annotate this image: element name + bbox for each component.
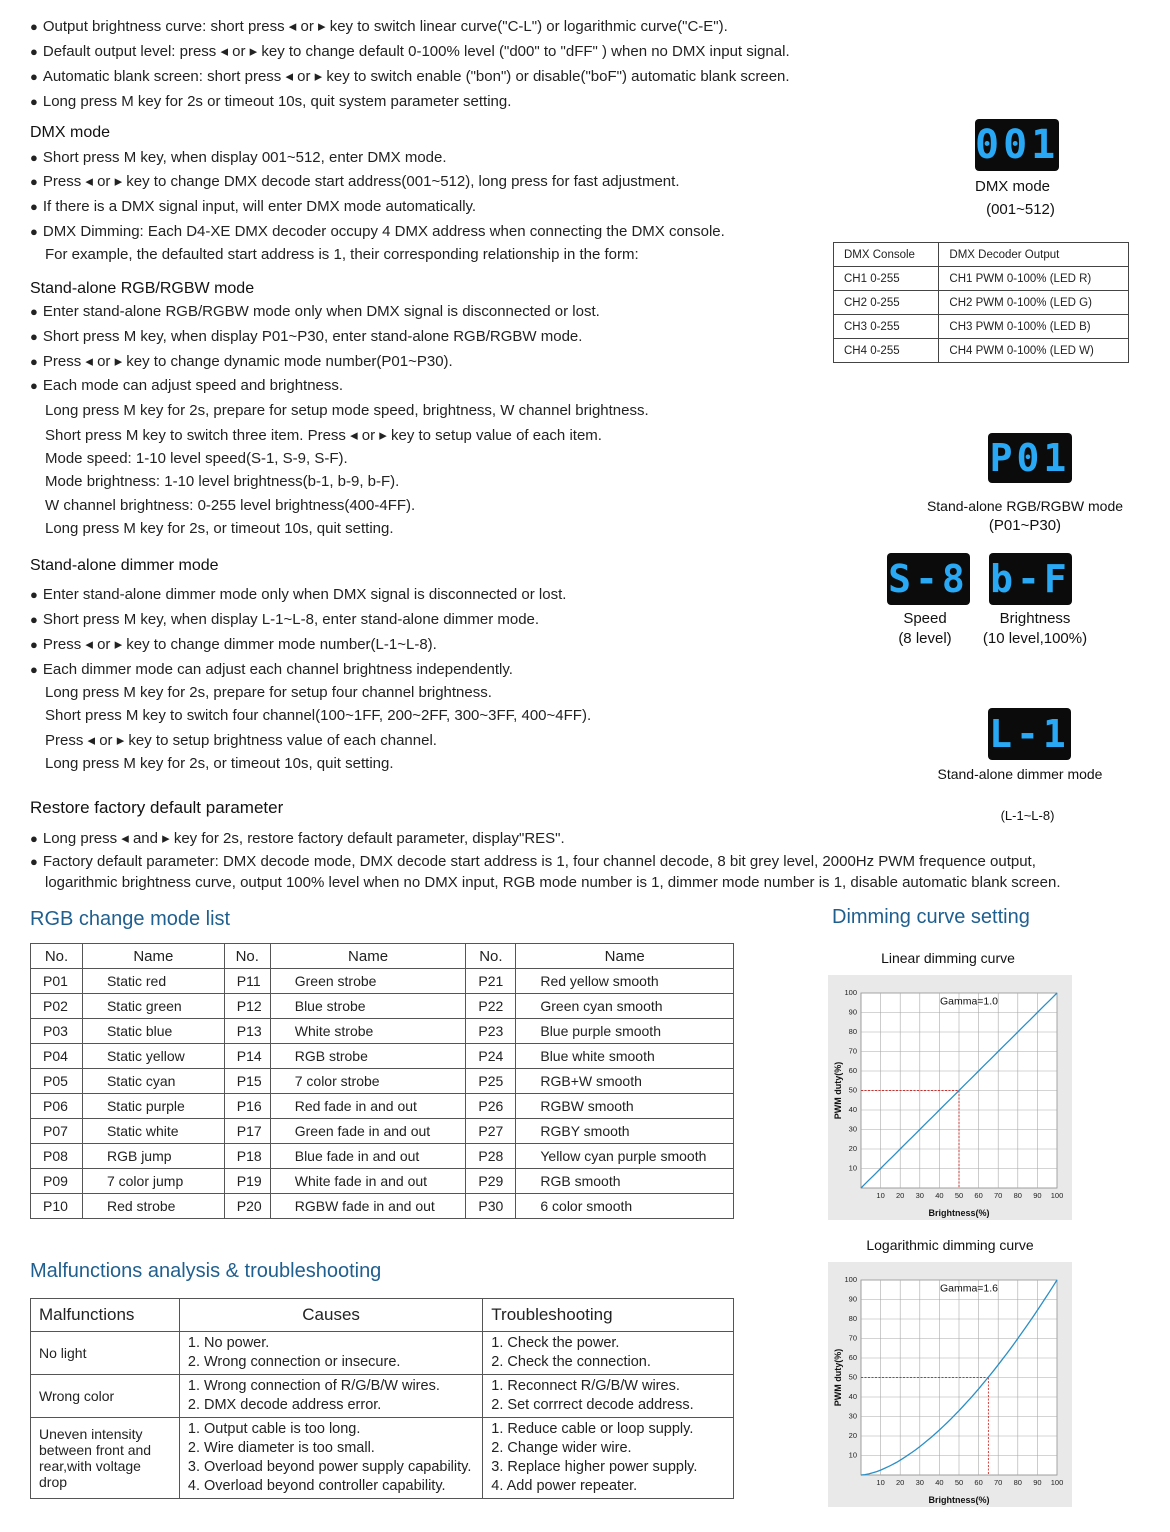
restore-line: ● Factory default parameter: DMX decode mode, DMX decode start address is 1, four channel decode, 8 bit grey level, 2000Hz PWM frequence output, (30, 852, 1036, 872)
mode-number-cell: P22 (466, 994, 516, 1019)
table-cell: CH4 PWM 0-100% (LED W) (939, 339, 1129, 363)
mode-number-cell: P13 (224, 1019, 270, 1044)
standalone-rgb-sub: Mode speed: 1-10 level speed(S-1, S-9, S-F). (45, 450, 348, 467)
malfunction-cell: Wrong color (31, 1375, 180, 1418)
table-header: Malfunctions (31, 1299, 180, 1332)
malfunction-cell: Uneven intensity between front and rear,with voltage drop (31, 1418, 180, 1499)
dmx-caption-range: (001~512) (986, 201, 1055, 218)
mode-number-cell: P08 (31, 1144, 83, 1169)
list-item: 2. Set corrrect decode address. (491, 1397, 694, 1413)
mode-name-cell: Static yellow (82, 1044, 224, 1069)
standalone-dimmer-line: ● Press ◂ or ▸ key to change dimmer mode number(L-1~L-8). (30, 635, 437, 655)
cause-cell (179, 1418, 482, 1499)
mode-number-cell: P01 (31, 969, 83, 994)
system-line: ● Output brightness curve: short press ◂ or ▸ key to switch linear curve("C-L") or logarithmic curve("C-E"). (30, 17, 728, 37)
table-cell: CH1 0-255 (834, 267, 939, 291)
list-item: 1. Check the power. (491, 1335, 620, 1351)
x-tick-label: 30 (915, 1191, 924, 1200)
mode-name-cell: White fade in and out (270, 1169, 466, 1194)
dmx-line: ● If there is a DMX signal input, will enter DMX mode automatically. (30, 197, 476, 217)
table-row (834, 315, 1129, 339)
table-cell: CH3 PWM 0-100% (LED B) (939, 315, 1129, 339)
mode-name-cell: 7 color jump (82, 1169, 224, 1194)
y-tick-label: 90 (848, 1007, 857, 1017)
gamma-annotation: Gamma=1.6 (939, 1282, 999, 1295)
list-item: 1. Reconnect R/G/B/W wires. (491, 1378, 680, 1394)
mode-number-cell: P23 (466, 1019, 516, 1044)
dmx-heading: DMX mode (30, 124, 111, 141)
standalone-dimmer-line: ● Each dimmer mode can adjust each channel brightness independently. (30, 660, 513, 680)
table-row (834, 267, 1129, 291)
mode-name-cell: Yellow cyan purple smooth (516, 1144, 734, 1169)
dmx-table (833, 242, 1129, 363)
malfunction-cell: No light (31, 1332, 180, 1375)
standalone-dimmer-line: ● Short press M key, when display L-1~L-8, enter stand-alone dimmer mode. (30, 610, 539, 630)
x-tick-label: 20 (896, 1478, 905, 1487)
standalone-rgb-line: ● Enter stand-alone RGB/RGBW mode only when DMX signal is disconnected or lost. (30, 302, 600, 322)
mode-name-cell: Blue fade in and out (270, 1144, 466, 1169)
table-row (31, 1375, 734, 1418)
mode-name-cell: RGBW smooth (516, 1094, 734, 1119)
mode-number-cell: P15 (224, 1069, 270, 1094)
list-item: 2. Wrong connection or insecure. (187, 1354, 401, 1370)
rgb-mode-caption: Stand-alone RGB/RGBW mode (926, 498, 1124, 514)
dmx-display: 001 (975, 119, 1059, 171)
list-item: 2. DMX decode address error. (187, 1397, 382, 1413)
x-axis-label: Brightness(%) (928, 1495, 990, 1505)
list-item: 3. Replace higher power supply. (491, 1459, 698, 1475)
malfunctions-heading: Malfunctions analysis & troubleshooting (30, 1260, 382, 1282)
dmx-line: ● Press ◂ or ▸ key to change DMX decode start address(001~512), long press for fast adjustment. (30, 172, 680, 192)
brightness-caption: Brightness (999, 610, 1071, 627)
mode-number-cell: P29 (466, 1169, 516, 1194)
rgb-list-heading: RGB change mode list (30, 908, 231, 930)
mode-number-cell: P04 (31, 1044, 83, 1069)
fix-cell (483, 1418, 734, 1499)
mode-number-cell: P21 (466, 969, 516, 994)
brightness-caption-level: (10 level,100%) (982, 630, 1088, 647)
x-tick-label: 90 (1033, 1191, 1042, 1200)
y-tick-label: 80 (848, 1027, 857, 1036)
standalone-rgb-sub: Mode brightness: 1-10 level brightness(b-1, b-9, b-F). (45, 473, 400, 490)
mode-name-cell: Static cyan (82, 1069, 224, 1094)
mode-number-cell: P26 (466, 1094, 516, 1119)
mode-name-cell: Green fade in and out (270, 1119, 466, 1144)
y-tick-label: 10 (848, 1450, 857, 1460)
dmx-line: ● DMX Dimming: Each D4-XE DMX decoder occupy 4 DMX address when connecting the DMX console. (30, 222, 725, 242)
speed-caption-level: (8 level) (898, 630, 952, 647)
mode-number-cell: P30 (466, 1194, 516, 1219)
speed-caption: Speed (903, 610, 947, 627)
standalone-rgb-sub: Long press M key for 2s, prepare for setup mode speed, brightness, W channel brightness. (45, 402, 649, 419)
table-header: No. (224, 944, 270, 969)
standalone-rgb-line: ● Press ◂ or ▸ key to change dynamic mode number(P01~P30). (30, 352, 453, 372)
x-tick-label: 60 (974, 1191, 983, 1200)
fix-cell (483, 1332, 734, 1375)
mode-name-cell: Static red (82, 969, 224, 994)
table-row (31, 1332, 734, 1375)
log-chart-svg (828, 1262, 1072, 1507)
y-tick-label: 70 (848, 1046, 857, 1056)
mode-name-cell: Red yellow smooth (516, 969, 734, 994)
speed-display: S-8 (887, 553, 970, 605)
standalone-dimmer-sub: Long press M key for 2s, prepare for setup four channel brightness. (45, 684, 492, 701)
mode-name-cell: RGBW fade in and out (270, 1194, 466, 1219)
table-row (31, 969, 734, 994)
log-chart (828, 1262, 1072, 1507)
y-tick-label: 30 (848, 1124, 857, 1134)
table-header: Causes (179, 1299, 482, 1332)
rgb-mode-table (30, 943, 734, 1219)
table-header: Name (270, 944, 466, 969)
mode-name-cell: Red strobe (82, 1194, 224, 1219)
cause-cell (179, 1375, 482, 1418)
list-item: 2. Check the connection. (491, 1354, 651, 1370)
y-tick-label: 20 (848, 1144, 857, 1153)
x-tick-label: 10 (876, 1478, 885, 1487)
mode-name-cell: Static green (82, 994, 224, 1019)
x-tick-label: 50 (954, 1191, 964, 1200)
mode-name-cell: 6 color smooth (516, 1194, 734, 1219)
mode-number-cell: P06 (31, 1094, 83, 1119)
system-line: ● Long press M key for 2s or timeout 10s, quit system parameter setting. (30, 92, 511, 112)
restore-heading: Restore factory default parameter (30, 798, 284, 817)
rgb-mode-caption-range: (P01~P30) (988, 517, 1062, 534)
table-row (31, 1169, 734, 1194)
dimmer-display: L-1 (988, 708, 1071, 760)
x-tick-label: 40 (935, 1191, 944, 1200)
standalone-rgb-heading: Stand-alone RGB/RGBW mode (30, 280, 255, 297)
mode-number-cell: P11 (224, 969, 270, 994)
mode-name-cell: Red fade in and out (270, 1094, 466, 1119)
table-row (834, 291, 1129, 315)
mode-number-cell: P24 (466, 1044, 516, 1069)
y-tick-label: 60 (848, 1066, 857, 1075)
log-chart-title: Logarithmic dimming curve (866, 1237, 1034, 1253)
y-tick-label: 80 (848, 1314, 857, 1323)
mode-name-cell: White strobe (270, 1019, 466, 1044)
table-cell: CH2 0-255 (834, 291, 939, 315)
y-tick-label: 40 (848, 1105, 857, 1114)
dmx-table-header: DMX Console (834, 243, 939, 267)
y-tick-label: 100 (844, 1275, 857, 1284)
brightness-display: b-F (989, 553, 1072, 605)
mode-number-cell: P07 (31, 1119, 83, 1144)
dmx-table-header: DMX Decoder Output (939, 243, 1129, 267)
table-row (31, 1044, 734, 1069)
mode-name-cell: Static white (82, 1119, 224, 1144)
mode-name-cell: RGB strobe (270, 1044, 466, 1069)
linear-chart (828, 975, 1072, 1220)
standalone-dimmer-sub: Press ◂ or ▸ key to setup brightness value of each channel. (45, 732, 437, 749)
table-cell: CH4 0-255 (834, 339, 939, 363)
mode-number-cell: P09 (31, 1169, 83, 1194)
restore-line: logarithmic brightness curve, output 100% level when no DMX input, RGB mode number is 1, dimmer mode number is 1, disable automatic blank screen. (45, 874, 1061, 891)
x-tick-label: 80 (1013, 1191, 1022, 1200)
gamma-annotation: Gamma=1.0 (939, 995, 999, 1008)
table-row (31, 1069, 734, 1094)
mode-name-cell: Blue white smooth (516, 1044, 734, 1069)
x-tick-label: 20 (896, 1191, 905, 1200)
table-cell: CH2 PWM 0-100% (LED G) (939, 291, 1129, 315)
y-axis-label: PWM duty(%) (833, 1061, 843, 1120)
x-tick-label: 70 (994, 1191, 1003, 1200)
dmx-caption: DMX mode (974, 178, 1051, 195)
system-line: ● Default output level: press ◂ or ▸ key to change default 0-100% level ("d00" to "dFF" ) when no DMX input signal. (30, 42, 790, 62)
y-tick-label: 100 (844, 988, 857, 997)
standalone-dimmer-sub: Short press M key to switch four channel(100~1FF, 200~2FF, 300~3FF, 400~4FF). (45, 707, 592, 724)
mode-name-cell: RGB jump (82, 1144, 224, 1169)
x-tick-label: 100 (1050, 1191, 1064, 1200)
x-tick-label: 50 (954, 1478, 964, 1487)
list-item: 2. Change wider wire. (491, 1440, 632, 1456)
malfunctions-table (30, 1298, 734, 1499)
table-row (31, 1418, 734, 1499)
x-tick-label: 100 (1050, 1478, 1064, 1487)
dimmer-caption: Stand-alone dimmer mode (937, 766, 1103, 782)
list-item: 3. Overload beyond power supply capability. (187, 1459, 472, 1475)
standalone-dimmer-line: ● Enter stand-alone dimmer mode only when DMX signal is disconnected or lost. (30, 585, 566, 605)
mode-number-cell: P17 (224, 1119, 270, 1144)
y-tick-label: 70 (848, 1333, 857, 1343)
mode-name-cell: Static blue (82, 1019, 224, 1044)
mode-name-cell: Green cyan smooth (516, 994, 734, 1019)
mode-name-cell: Blue strobe (270, 994, 466, 1019)
mode-name-cell: Static purple (82, 1094, 224, 1119)
mode-number-cell: P05 (31, 1069, 83, 1094)
y-tick-label: 20 (848, 1431, 857, 1440)
mode-number-cell: P19 (224, 1169, 270, 1194)
mode-name-cell: 7 color strobe (270, 1069, 466, 1094)
x-tick-label: 10 (876, 1191, 885, 1200)
dimmer-caption-range: (L-1~L-8) (1000, 808, 1055, 823)
mode-number-cell: P25 (466, 1069, 516, 1094)
y-axis-label: PWM duty(%) (833, 1348, 843, 1407)
list-item: 4. Overload beyond controller capability. (187, 1478, 446, 1494)
mode-number-cell: P18 (224, 1144, 270, 1169)
table-header: No. (31, 944, 83, 969)
restore-line: ● Long press ◂ and ▸ key for 2s, restore factory default parameter, display"RES". (30, 829, 565, 849)
x-tick-label: 60 (974, 1478, 983, 1487)
standalone-dimmer-sub: Long press M key for 2s, or timeout 10s, quit setting. (45, 755, 394, 772)
system-line: ● Automatic blank screen: short press ◂ or ▸ key to switch enable ("bon") or disable("boF") automatic blank screen. (30, 67, 790, 87)
x-tick-label: 30 (915, 1478, 924, 1487)
list-item: 2. Wire diameter is too small. (187, 1440, 375, 1456)
y-tick-label: 50 (848, 1372, 857, 1382)
y-tick-label: 40 (848, 1392, 857, 1401)
table-cell: CH3 0-255 (834, 315, 939, 339)
table-row (31, 1119, 734, 1144)
mode-number-cell: P12 (224, 994, 270, 1019)
table-row (31, 1019, 734, 1044)
mode-name-cell: RGB smooth (516, 1169, 734, 1194)
mode-name-cell: Green strobe (270, 969, 466, 994)
x-tick-label: 70 (994, 1478, 1003, 1487)
x-tick-label: 80 (1013, 1478, 1022, 1487)
mode-number-cell: P10 (31, 1194, 83, 1219)
list-item: 1. Reduce cable or loop supply. (491, 1421, 694, 1437)
table-header: Name (82, 944, 224, 969)
mode-number-cell: P20 (224, 1194, 270, 1219)
standalone-rgb-line: ● Each mode can adjust speed and brightness. (30, 376, 343, 396)
table-row (31, 1094, 734, 1119)
list-item: 1. No power. (187, 1335, 270, 1351)
linear-chart-svg (828, 975, 1072, 1220)
curves-heading: Dimming curve setting (832, 906, 1030, 928)
standalone-rgb-sub: Short press M key to switch three item. Press ◂ or ▸ key to setup value of each item. (45, 427, 602, 444)
y-tick-label: 90 (848, 1294, 857, 1304)
x-axis-label: Brightness(%) (928, 1208, 990, 1218)
list-item: 1. Wrong connection of R/G/B/W wires. (187, 1378, 440, 1394)
rgb-mode-display: P01 (988, 433, 1072, 483)
table-header: No. (466, 944, 516, 969)
mode-number-cell: P27 (466, 1119, 516, 1144)
mode-number-cell: P14 (224, 1044, 270, 1069)
y-tick-label: 60 (848, 1353, 857, 1362)
table-row (834, 339, 1129, 363)
mode-name-cell: Blue purple smooth (516, 1019, 734, 1044)
mode-number-cell: P03 (31, 1019, 83, 1044)
mode-number-cell: P28 (466, 1144, 516, 1169)
x-tick-label: 40 (935, 1478, 944, 1487)
x-tick-label: 90 (1033, 1478, 1042, 1487)
mode-name-cell: RGB+W smooth (516, 1069, 734, 1094)
y-tick-label: 50 (848, 1085, 857, 1095)
standalone-dimmer-heading: Stand-alone dimmer mode (30, 557, 219, 574)
dmx-example: For example, the defaulted start address is 1, their corresponding relationship in the form: (45, 246, 639, 263)
table-row (31, 994, 734, 1019)
table-row (31, 1194, 734, 1219)
standalone-rgb-sub: W channel brightness: 0-255 level brightness(400-4FF). (45, 497, 416, 514)
table-row (31, 1144, 734, 1169)
table-header: Name (516, 944, 734, 969)
y-tick-label: 10 (848, 1163, 857, 1173)
fix-cell (483, 1375, 734, 1418)
y-tick-label: 30 (848, 1411, 857, 1421)
linear-chart-title: Linear dimming curve (881, 950, 1015, 966)
mode-name-cell: RGBY smooth (516, 1119, 734, 1144)
cause-cell (179, 1332, 482, 1375)
list-item: 4. Add power repeater. (491, 1478, 638, 1494)
mode-number-cell: P02 (31, 994, 83, 1019)
table-header: Troubleshooting (483, 1299, 734, 1332)
table-cell: CH1 PWM 0-100% (LED R) (939, 267, 1129, 291)
standalone-rgb-sub: Long press M key for 2s, or timeout 10s, quit setting. (45, 520, 394, 537)
dmx-line: ● Short press M key, when display 001~512, enter DMX mode. (30, 148, 447, 168)
standalone-rgb-line: ● Short press M key, when display P01~P30, enter stand-alone RGB/RGBW mode. (30, 327, 582, 347)
list-item: 1. Output cable is too long. (187, 1421, 361, 1437)
mode-number-cell: P16 (224, 1094, 270, 1119)
